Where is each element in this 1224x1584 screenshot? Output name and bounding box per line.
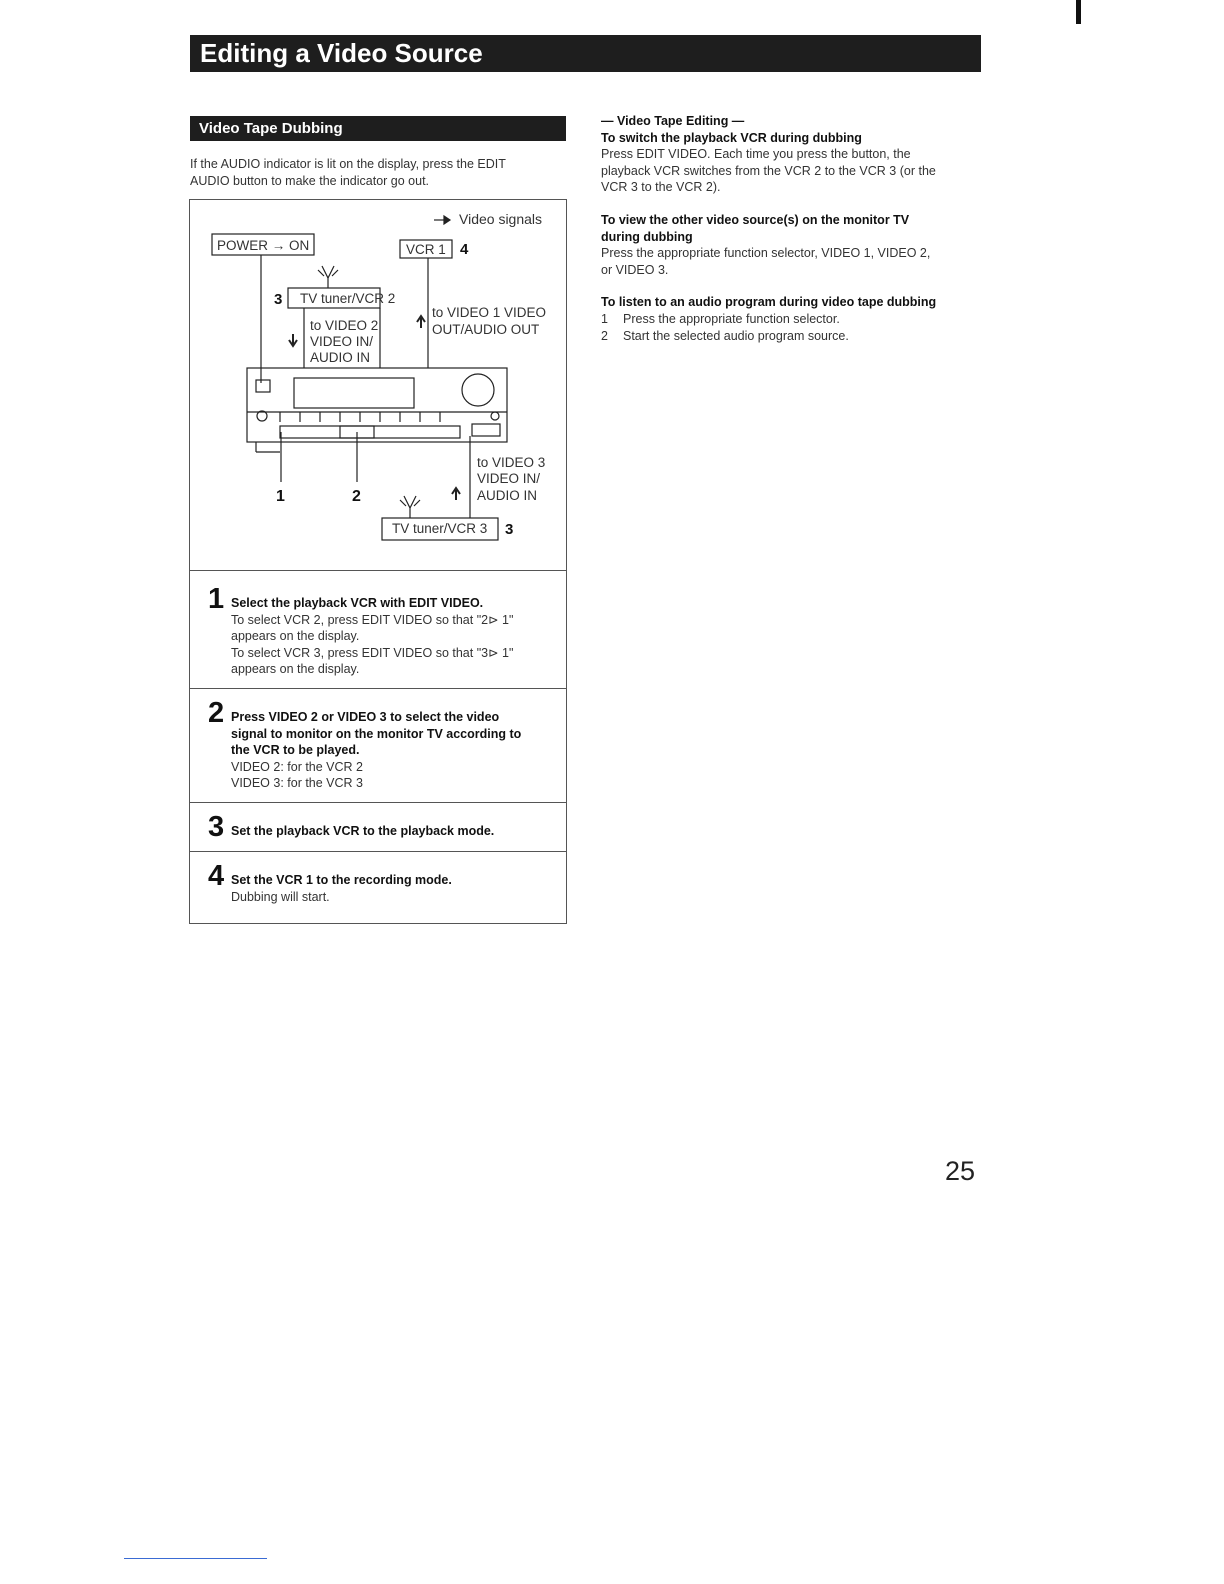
step-2-heading-line-1: Press VIDEO 2 or VIDEO 3 to select the video: [231, 710, 500, 724]
step-4-heading: Set the VCR 1 to the recording mode.: [231, 873, 452, 887]
step-1-line-2: appears on the display.: [231, 629, 360, 643]
callout-1-number: 1: [276, 488, 285, 505]
step-4-line-1: Dubbing will start.: [231, 889, 330, 904]
intro-line-1: If the AUDIO indicator is lit on the display, press the EDIT: [190, 157, 506, 171]
step-3-heading: Set the playback VCR to the playback mode.: [231, 824, 495, 838]
view-source-line-2: or VIDEO 3.: [601, 262, 669, 277]
step-4: [231, 872, 563, 905]
step-2-number: 2: [208, 697, 225, 729]
down-arrow-icon: [289, 334, 297, 346]
to-video1-line-1: to VIDEO 1 VIDEO: [432, 305, 547, 320]
power-label: POWER → ON: [217, 238, 310, 253]
step-1-line-1: To select VCR 2, press EDIT VIDEO so that "2⊳ 1": [231, 612, 514, 627]
page-title: Editing a Video Source: [200, 38, 483, 68]
to-video2-line-1: to VIDEO 2: [310, 318, 379, 333]
tuner3-label: TV tuner/VCR 3: [392, 521, 488, 536]
step-2-line-1: VIDEO 2: for the VCR 2: [231, 759, 363, 774]
step-3-number: 3: [208, 811, 225, 843]
view-source-heading-line-1: To view the other video source(s) on the monitor TV: [601, 212, 910, 227]
step-1: [231, 595, 563, 678]
legend-arrow-head-icon: [444, 216, 450, 224]
up-arrow-icon: [417, 316, 425, 328]
listen-audio-item-1-text: Press the appropriate function selector.: [623, 311, 840, 326]
switch-vcr-line-3: VCR 3 to the VCR 2).: [601, 180, 721, 195]
to-video3-line-3: AUDIO IN: [477, 488, 538, 503]
up-arrow-2-icon: [452, 488, 460, 500]
headphone-jack-icon: [491, 412, 499, 420]
antenna-2-icon: [400, 496, 420, 518]
listen-audio-item-2-text: Start the selected audio program source.: [623, 328, 849, 343]
to-video2-line-3: AUDIO IN: [310, 350, 371, 365]
volume-knob-icon: [462, 374, 494, 406]
vcr1-label: VCR 1: [406, 242, 446, 257]
callout-2-number: 2: [352, 488, 361, 505]
tuner2-step-number: 3: [274, 291, 283, 308]
receiver-small-button: [256, 380, 270, 392]
listen-audio-item-1-number: 1: [601, 311, 608, 326]
step-3: [231, 823, 563, 840]
receiver-body: [247, 368, 507, 442]
step-1-line-4: appears on the display.: [231, 662, 360, 676]
video-jacks: [472, 424, 500, 436]
step-1-line-3: To select VCR 3, press EDIT VIDEO so that "3⊳ 1": [231, 645, 514, 660]
to-video2-line-2: VIDEO IN/: [310, 334, 374, 349]
tuner2-label: TV tuner/VCR 2: [300, 291, 396, 306]
intro-text: [190, 156, 570, 189]
bottom-rule: [124, 1558, 267, 1559]
panel-divider-2: [189, 688, 567, 689]
receiver-buttons-row: [280, 412, 440, 422]
section-title: Video Tape Dubbing: [199, 120, 343, 137]
listen-audio-item-2: [601, 328, 981, 345]
listen-audio-item-1: [601, 311, 981, 328]
tuner3-step-number: 3: [505, 521, 514, 538]
vcr1-step-number: 4: [460, 241, 469, 258]
right-column: [601, 113, 981, 344]
switch-vcr-line-1: Press EDIT VIDEO. Each time you press the button, the: [601, 147, 911, 162]
to-video3-line-2: VIDEO IN/: [477, 471, 541, 486]
listen-audio-item-2-number: 2: [601, 328, 608, 343]
editing-kicker: — Video Tape Editing —: [601, 114, 745, 128]
step-2-line-2: VIDEO 3: for the VCR 3: [231, 776, 363, 790]
step-2-heading-line-3: the VCR to be played.: [231, 743, 360, 757]
step-4-number: 4: [208, 860, 225, 892]
switch-vcr-heading: To switch the playback VCR during dubbing: [601, 130, 862, 145]
step-1-number: 1: [208, 583, 225, 615]
step-2: [231, 709, 563, 792]
step-2-heading-line-2: signal to monitor on the monitor TV according to: [231, 726, 522, 741]
page-number: 25: [945, 1156, 976, 1186]
receiver-display: [294, 378, 414, 408]
to-video1-line-2: OUT/AUDIO OUT: [432, 322, 540, 337]
view-source-line-1: Press the appropriate function selector, VIDEO 1, VIDEO 2,: [601, 246, 931, 261]
legend-label: Video signals: [459, 211, 543, 227]
antenna-icon: [318, 266, 338, 288]
intro-line-2: AUDIO button to make the indicator go out.: [190, 173, 430, 188]
listen-audio-heading: To listen to an audio program during video tape dubbing: [601, 295, 937, 310]
panel-divider-1: [189, 570, 567, 571]
receiver-button-strip: [280, 426, 460, 438]
connection-diagram: [190, 200, 566, 570]
panel-divider-4: [189, 851, 567, 852]
page-edge-mark: [1076, 0, 1081, 24]
view-source-heading-line-2: during dubbing: [601, 229, 693, 244]
switch-vcr-line-2: playback VCR switches from the VCR 2 to the VCR 3 (or the: [601, 163, 936, 178]
to-video3-line-1: to VIDEO 3: [477, 455, 546, 470]
step-1-heading: Select the playback VCR with EDIT VIDEO.: [231, 596, 484, 610]
panel-divider-3: [189, 802, 567, 803]
